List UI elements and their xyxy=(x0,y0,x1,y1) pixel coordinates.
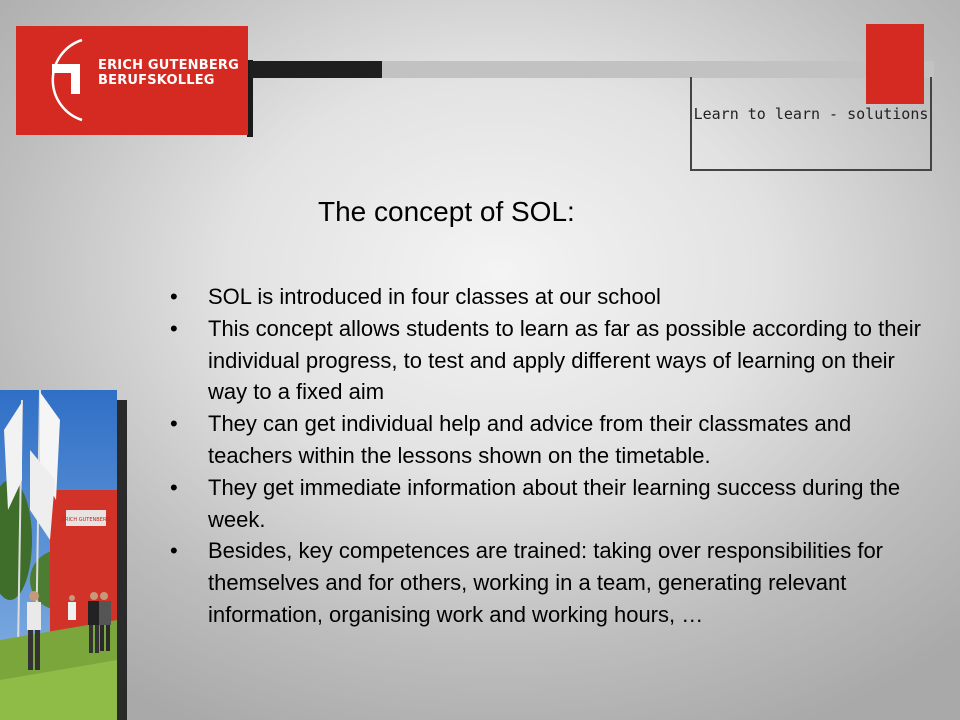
bullet-icon: • xyxy=(170,474,178,500)
logo-line-1: ERICH GUTENBERG xyxy=(98,58,239,73)
photo-sign-text: ERICH GUTENBERG xyxy=(61,517,111,523)
bullet-icon: • xyxy=(170,284,178,309)
bullet-item xyxy=(168,281,938,313)
bullet-text: Besides, key competences are trained: taking over responsibilities for themselves and for others, working in a team, generating relevant information, organising work and working hours, … xyxy=(208,538,884,627)
logo-emblem-icon xyxy=(32,34,94,126)
bullet-item xyxy=(168,408,938,472)
school-photo-image xyxy=(0,390,117,720)
header-bar-dark xyxy=(250,61,382,78)
header-bar-light xyxy=(382,61,934,78)
bullet-text: SOL is introduced in four classes at our school xyxy=(208,284,661,309)
logo-text xyxy=(98,58,239,88)
accent-square xyxy=(866,24,924,104)
bullet-text: They can get individual help and advice from their classmates and teachers within the lessons shown on the timetable. xyxy=(208,411,852,468)
page-heading: The concept of SOL: xyxy=(318,196,575,227)
bullet-list xyxy=(168,281,938,631)
bullet-text: They get immediate information about their learning success during the week. xyxy=(208,474,901,532)
bullet-icon: • xyxy=(170,411,178,437)
bullet-text: This concept allows students to learn as far as possible according to their individual progress, to test and apply different ways of learning on their way to a fixed aim xyxy=(208,315,921,405)
bullet-item xyxy=(168,313,938,408)
logo-line-2: BERUFSKOLLEG xyxy=(98,73,215,88)
bullet-icon: • xyxy=(170,538,178,564)
slide-title: Learn to learn - solutions xyxy=(693,105,929,123)
bullet-icon: • xyxy=(170,315,178,341)
bullet-item xyxy=(168,535,938,630)
school-photo xyxy=(0,390,117,720)
school-logo xyxy=(16,26,248,135)
bullet-item xyxy=(168,472,938,536)
photo-shadow xyxy=(117,400,127,720)
